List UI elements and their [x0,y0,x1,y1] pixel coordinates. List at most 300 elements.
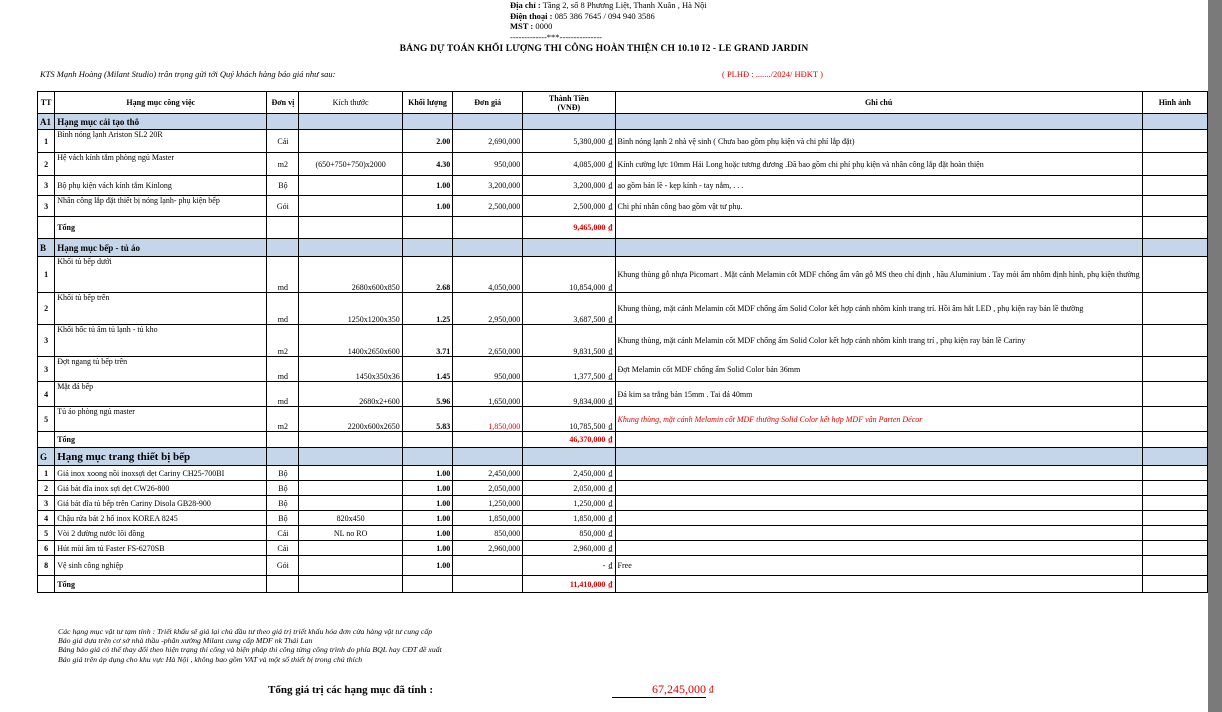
amount-value: 10,785,500 [569,422,606,431]
note-cell: Khung thùng gỗ nhựa Picomart . Mặt cánh Melamin cốt MDF chống ẩm vân gỗ MS theo chỉ định , hầu Aluminium . Tay mỏi ẩm nhôm định hình, phụ kiện thường [615,257,1142,293]
qty-cell: 2.00 [402,130,453,153]
currency-symbol: ₫ [608,468,613,478]
unit-cell: md [267,357,299,382]
row-number: 5 [38,407,55,432]
note-cell [615,466,1142,481]
total-empty-cell [615,217,1142,239]
size-cell: 820x450 [299,511,402,526]
qty-cell: 1.00 [402,526,453,541]
tax-text: 0000 [535,21,553,31]
amount-value: 2,050,000 [573,483,606,493]
section-header-cell [523,239,615,257]
unit-cell: Bộ [267,511,299,526]
size-cell: 1400x2650x600 [299,325,402,357]
qty-cell: 1.00 [402,176,453,196]
amount-value: 2,500,000 [573,201,606,211]
section-header-cell [615,448,1142,466]
section-header-cell [453,239,523,257]
amount-value: 9,831,500 [573,347,606,356]
table-row [38,293,1208,325]
item-name: Bộ phụ kiện vách kính tắm Kinlong [55,176,267,196]
note-cell: Kính cường lực 10mm Hải Long hoặc tương đương .Đã bao gồm chi phí phụ kiện và nhân công lắp đặt hoàn thiện [615,153,1142,176]
total-spacer [38,576,55,593]
item-name: Khối tủ bếp dưới [55,257,267,293]
currency-symbol: ₫ [608,561,613,570]
col-price: Đơn giá [453,92,523,114]
total-empty-cell [615,432,1142,448]
size-cell [299,176,402,196]
row-number: 2 [38,481,55,496]
unit-cell: md [267,382,299,407]
unit-cell: Bộ [267,176,299,196]
amount-value: 1,377,500 [573,372,606,381]
total-empty-cell [615,576,1142,593]
unit-price-cell: 4,050,000 [453,257,523,293]
qty-cell: 3.71 [402,325,453,357]
qty-cell: 2.68 [402,257,453,293]
item-name: Chậu rửa bát 2 hố inox KOREA 8245 [55,511,267,526]
footnote: Báo giá trên áp dụng cho khu vực Hà Nội , không bao gồm VAT và một số thiết bị trong chú thích [58,654,363,664]
item-name: Khối tủ bếp trên [55,293,267,325]
image-cell [1142,407,1207,432]
total-empty-cell [453,576,523,593]
quotation-table [37,91,1208,593]
unit-cell: m2 [267,407,299,432]
amount-cell [523,466,615,481]
row-number: 4 [38,382,55,407]
row-number: 1 [38,257,55,293]
amount-cell [523,496,615,511]
col-amount [523,92,615,114]
table-row [38,130,1208,153]
item-name: Hút mùi âm tủ Faster FS-6270SB [55,541,267,556]
section-header-cell [299,239,402,257]
qty-cell: 1.00 [402,481,453,496]
total-empty-cell [299,217,402,239]
section-header-cell [402,114,453,130]
unit-price-cell: 2,050,000 [453,481,523,496]
amount-value: - [602,561,606,570]
total-empty-cell [299,432,402,448]
qty-cell: 1.25 [402,293,453,325]
amount-value: 3,200,000 [573,181,606,190]
note-cell: Bình nóng lạnh 2 nhà vệ sinh ( Chưa bao gồm phụ kiện và chi phí lắp đặt) [615,130,1142,153]
currency-symbol: ₫ [608,347,613,356]
row-number: 4 [38,511,55,526]
qty-cell: 1.00 [402,541,453,556]
size-cell: (650+750+750)x2000 [299,153,402,176]
note-cell [615,511,1142,526]
total-empty-cell [453,217,523,239]
phone-label: Điện thoại : [510,10,553,21]
item-name: Khối hốc tủ âm tủ lạnh - tủ kho [55,325,267,357]
amount-value: 9,834,000 [573,397,606,406]
size-cell [299,556,402,576]
amount-cell [523,511,615,526]
table-row [38,511,1208,526]
grand-total-value: 67,245,000 [612,682,706,698]
unit-price-cell: 1,850,000 [453,407,523,432]
image-cell [1142,556,1207,576]
currency-symbol: ₫ [608,483,613,493]
table-row [38,407,1208,432]
unit-cell: Cái [267,526,299,541]
address-label: Địa chỉ : [510,0,541,10]
unit-price-cell: 850,000 [453,526,523,541]
section-total-row [38,432,1208,448]
note-cell: Khung thùng, mặt cánh Melamin cốt MDF thường Solid Color kết hợp MDF vân Parten Décor [615,407,1142,432]
note-cell: Đợt Melamin cốt MDF chống ẩm Solid Color bản 36mm [615,357,1142,382]
amount-cell [523,541,615,556]
unit-price-cell: 2,960,000 [453,541,523,556]
amount-value: 10,854,000 [569,283,606,292]
table-row [38,196,1208,217]
total-empty-cell [1142,576,1207,593]
item-name: Tủ áo phòng ngủ master [55,407,267,432]
row-number: 3 [38,325,55,357]
table-header-row [38,92,1208,114]
row-number: 2 [38,153,55,176]
note-cell: Khung thùng, mặt cánh Melamin cốt MDF chống ẩm Solid Color kết hợp cánh nhôm kính trang trí. Hồi âm hắt LED , phụ kiện ray bản lề thường [615,293,1142,325]
unit-cell: Bộ [267,466,299,481]
table-row [38,357,1208,382]
unit-price-cell: 2,690,000 [453,130,523,153]
unit-price-cell: 1,250,000 [453,496,523,511]
unit-price-cell: 2,500,000 [453,196,523,217]
currency-symbol: ₫ [608,201,613,211]
amount-cell [523,176,615,196]
amount-value: 1,850,000 [573,513,606,523]
size-cell [299,496,402,511]
image-cell [1142,541,1207,556]
row-number: 1 [38,466,55,481]
amount-cell [523,153,615,176]
col-amount-unit: (VNĐ) [557,102,581,112]
total-empty-cell [1142,432,1207,448]
currency-symbol: ₫ [608,422,613,431]
section-code: G [38,448,55,466]
item-name: Đợt ngang tủ bếp trên [55,357,267,382]
section-header-row [38,448,1208,466]
unit-price-cell: 2,650,000 [453,325,523,357]
section-header-cell [523,448,615,466]
section-header-row [38,239,1208,257]
amount-value: 850,000 [579,528,606,538]
unit-price-cell: 2,450,000 [453,466,523,481]
amount-cell [523,130,615,153]
currency-symbol: ₫ [608,372,613,381]
table-row [38,496,1208,511]
section-header-cell [615,114,1142,130]
size-cell: 1450x350x36 [299,357,402,382]
section-total-value [523,217,615,239]
section-header-cell [402,239,453,257]
image-cell [1142,511,1207,526]
row-number: 6 [38,541,55,556]
grand-total-currency: ₫ [709,684,714,694]
total-empty-cell [402,576,453,593]
unit-cell: md [267,293,299,325]
unit-cell: Cái [267,541,299,556]
amount-cell [523,481,615,496]
table-row [38,466,1208,481]
table-row [38,176,1208,196]
total-label: Tổng [55,576,267,593]
currency-symbol: ₫ [608,315,613,324]
footnote: Báo giá dựa trên cơ sở nhà thầu -phân xưởng Milant cung cấp MDF nk Thái Lan [58,636,313,646]
header-divider: -------------***--------------- [510,31,603,42]
intro-text: KTS Mạnh Hoàng (Milant Studio) trân trọng gửi tới Quý khách hàng báo giá như sau: [40,69,336,79]
section-header-cell [299,114,402,130]
section-code: B [38,239,55,257]
qty-cell: 5.96 [402,382,453,407]
item-name: Giá bát đĩa inox sợi dẹt CW26-800 [55,481,267,496]
item-name: Giá inox xoong nồi inoxsợi dẹt Cariny CH25-700BI [55,466,267,481]
total-label: Tổng [55,217,267,239]
currency-symbol: ₫ [608,513,613,523]
amount-cell [523,407,615,432]
row-number: 2 [38,293,55,325]
table-row [38,257,1208,293]
table-row [38,526,1208,541]
amount-cell [523,556,615,576]
total-empty-cell [267,217,299,239]
size-cell [299,481,402,496]
qty-cell: 5.83 [402,407,453,432]
note-cell [615,481,1142,496]
row-number: 3 [38,176,55,196]
section-total-value [523,432,615,448]
total-empty-cell [299,576,402,593]
image-cell [1142,481,1207,496]
unit-cell: Gói [267,556,299,576]
image-cell [1142,526,1207,541]
row-number: 5 [38,526,55,541]
table-row [38,325,1208,357]
image-cell [1142,357,1207,382]
size-cell: 2200x600x2650 [299,407,402,432]
address-text: Tầng 2, số 8 Phương Liệt, Thanh Xuân , Hà Nội [542,0,707,10]
unit-cell: md [267,257,299,293]
total-empty-cell [402,432,453,448]
row-number: 3 [38,496,55,511]
item-name: Nhân công lắp đặt thiết bị nóng lạnh- phụ kiện bếp [55,196,267,217]
item-name: Giá bát đĩa tủ bếp trên Cariny Disola GB28-900 [55,496,267,511]
unit-price-cell: 3,200,000 [453,176,523,196]
section-title: Hạng mục cải tạo thô [55,114,267,130]
note-cell [615,496,1142,511]
section-header-cell [402,448,453,466]
size-cell: 1250x1200x350 [299,293,402,325]
amount-cell [523,325,615,357]
currency-symbol: ₫ [608,159,613,169]
note-cell [615,541,1142,556]
image-cell [1142,293,1207,325]
amount-cell [523,257,615,293]
currency-symbol: ₫ [608,528,613,538]
currency-symbol: ₫ [608,397,613,406]
section-total-row [38,217,1208,239]
col-size: Kích thước [299,92,402,114]
section-header-row [38,114,1208,130]
row-number: 8 [38,556,55,576]
row-number: 3 [38,196,55,217]
amount-value: 4,085,000 [573,159,606,169]
amount-cell [523,526,615,541]
table-row [38,382,1208,407]
amount-cell [523,357,615,382]
currency-symbol: ₫ [608,223,613,232]
contract-annex-number: ( PLHĐ : ......./2024/ HĐKT ) [722,69,823,79]
qty-cell: 1.45 [402,357,453,382]
total-amount: 46,370,000 [569,435,606,444]
amount-value: 2,960,000 [573,543,606,553]
size-cell: NL no RO [299,526,402,541]
image-cell [1142,153,1207,176]
amount-cell [523,382,615,407]
section-header-cell [299,448,402,466]
currency-symbol: ₫ [608,579,613,589]
currency-symbol: ₫ [608,181,613,190]
company-header [510,0,810,42]
size-cell [299,130,402,153]
note-cell: Chi phí nhân công bao gồm vật tư phụ. [615,196,1142,217]
grand-total-label: Tổng giá trị các hạng mục đã tính : [268,684,434,696]
unit-cell: Bộ [267,496,299,511]
col-qty: Khối lượng [402,92,453,114]
image-cell [1142,130,1207,153]
viewer-scroll-gutter[interactable] [1208,0,1222,712]
tax-label: MST : [510,21,534,31]
section-header-cell [523,114,615,130]
size-cell: 2680x2+600 [299,382,402,407]
section-header-cell [267,114,299,130]
currency-symbol: ₫ [608,498,613,508]
footnotes [58,627,442,664]
amount-value: 2,450,000 [573,468,606,478]
table-row [38,541,1208,556]
section-total-value [523,576,615,593]
unit-cell: m2 [267,325,299,357]
table-row [38,153,1208,176]
col-note: Ghi chú [615,92,1142,114]
section-header-cell [267,239,299,257]
item-name: Mặt đá bếp [55,382,267,407]
section-header-cell [1142,448,1207,466]
row-number: 1 [38,130,55,153]
note-cell: Đá kim sa trắng bản 15mm . Tai đá 40mm [615,382,1142,407]
col-item: Hạng mục công việc [55,92,267,114]
total-amount: 9,465,000 [573,223,606,232]
qty-cell: 1.00 [402,466,453,481]
unit-price-cell: 1,850,000 [453,511,523,526]
row-number: 3 [38,357,55,382]
image-cell [1142,176,1207,196]
item-name: Vệ sinh công nghiệp [55,556,267,576]
note-cell: ao gồm bản lề - kẹp kính - tay nắm, . . . [615,176,1142,196]
unit-price-cell: 2,950,000 [453,293,523,325]
qty-cell: 1.00 [402,496,453,511]
section-total-row [38,576,1208,593]
item-name: Bình nóng lạnh Ariston SL2 20R [55,130,267,153]
image-cell [1142,496,1207,511]
note-cell [615,526,1142,541]
amount-cell [523,293,615,325]
qty-cell: 1.00 [402,556,453,576]
total-label: Tổng [55,432,267,448]
currency-symbol: ₫ [608,435,613,444]
total-empty-cell [1142,217,1207,239]
total-empty-cell [402,217,453,239]
image-cell [1142,382,1207,407]
footnote: Các hạng mục vật tư tạm tính : Triết khấu sẽ giả lại chủ đầu tư theo giá trị triết khấu hóa đơn cửa hàng vật tư cung cấp [58,627,433,636]
image-cell [1142,196,1207,217]
section-header-cell [1142,239,1207,257]
unit-price-cell: 1,650,000 [453,382,523,407]
currency-symbol: ₫ [608,543,613,553]
footnote: Bảng báo giá có thể thay đổi theo hiện trạng thi công và biện pháp thi công từng công trình do phía BQL hay CĐT đề xuất [58,645,442,655]
amount-cell [523,196,615,217]
amount-value: 5,380,000 [573,136,606,146]
size-cell [299,466,402,481]
section-header-cell [615,239,1142,257]
unit-cell: Bộ [267,481,299,496]
qty-cell: 1.00 [402,196,453,217]
size-cell [299,541,402,556]
amount-value: 3,687,500 [573,315,606,324]
section-title: Hạng mục trang thiết bị bếp [55,448,267,466]
unit-price-cell [453,556,523,576]
total-spacer [38,432,55,448]
total-empty-cell [267,576,299,593]
currency-symbol: ₫ [608,283,613,292]
phone-text: 085 386 7645 / 094 940 3586 [554,10,655,21]
unit-cell: Cái [267,130,299,153]
total-amount: 11,410,000 [569,579,606,589]
qty-cell: 4.30 [402,153,453,176]
unit-price-cell: 950,000 [453,153,523,176]
total-empty-cell [267,432,299,448]
note-cell: Khung thùng, mặt cánh Melamin cốt MDF chống ẩm Solid Color kết hợp cánh nhôm kính trang trí , phụ kiện ray bản lề Cariny [615,325,1142,357]
note-cell: Free [615,556,1142,576]
col-unit: Đơn vị [267,92,299,114]
section-title: Hạng mục bếp - tủ áo [55,239,267,257]
col-amount-label: Thành Tiền [548,93,589,103]
qty-cell: 1.00 [402,511,453,526]
section-header-cell [267,448,299,466]
image-cell [1142,257,1207,293]
col-image: Hình ảnh [1142,92,1207,114]
total-empty-cell [453,432,523,448]
unit-price-cell: 950,000 [453,357,523,382]
section-code: A1 [38,114,55,130]
table-row [38,481,1208,496]
image-cell [1142,325,1207,357]
size-cell [299,196,402,217]
size-cell: 2680x600x850 [299,257,402,293]
unit-cell: m2 [267,153,299,176]
document-title: BẢNG DỰ TOÁN KHỐI LƯỢNG THI CÔNG HOÀN THIỆN CH 10.10 I2 - LE GRAND JARDIN [399,44,809,54]
item-name: Vòi 2 đường nước lõi đồng [55,526,267,541]
amount-value: 1,250,000 [573,498,606,508]
currency-symbol: ₫ [608,136,613,146]
col-tt: TT [38,92,55,114]
unit-cell: Gói [267,196,299,217]
total-spacer [38,217,55,239]
table-row [38,556,1208,576]
section-header-cell [453,114,523,130]
section-header-cell [1142,114,1207,130]
